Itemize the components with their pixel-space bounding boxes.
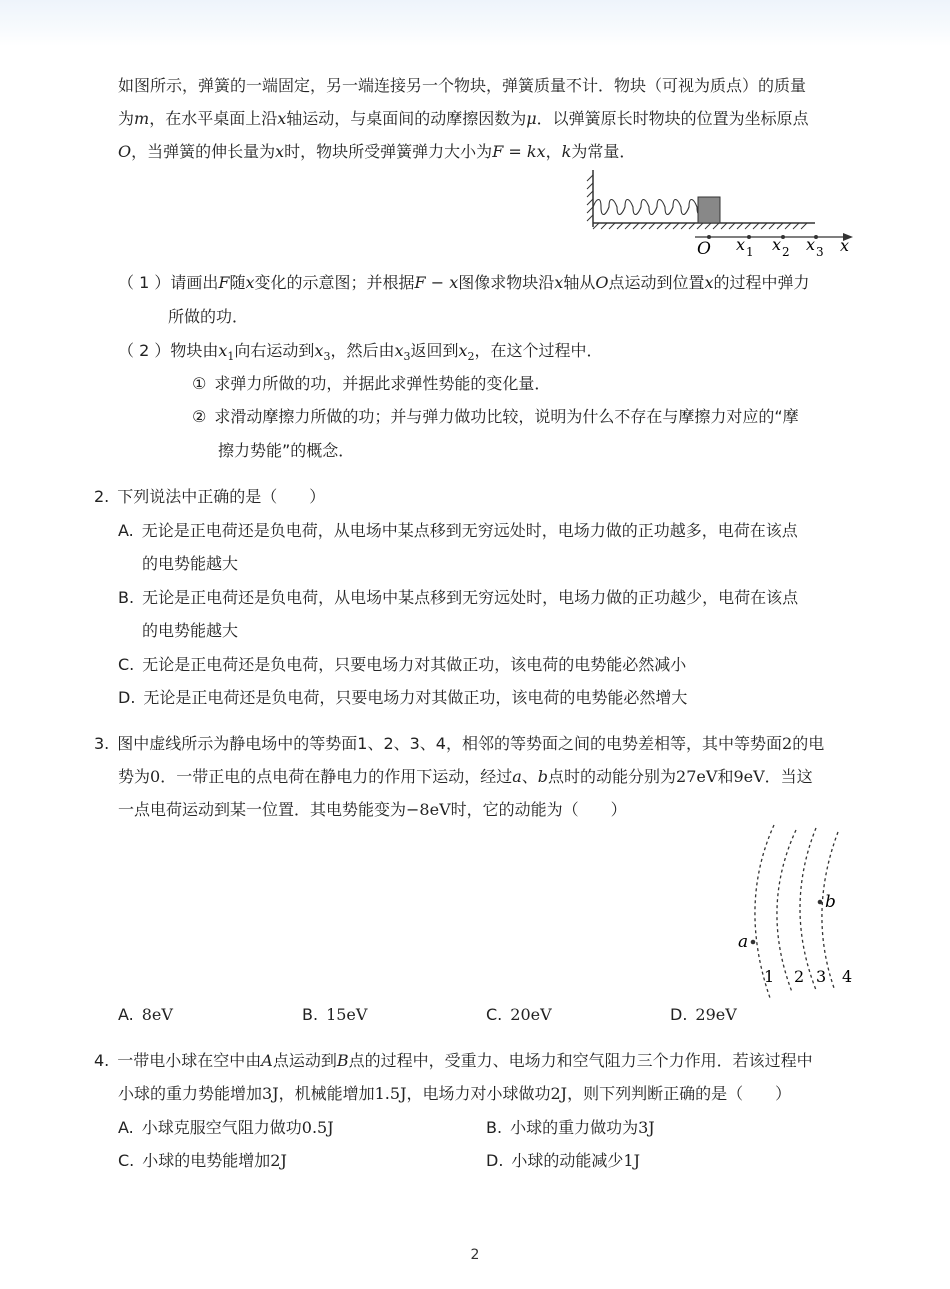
q4-option-a[interactable]: A. 小球克服空气阻力做功0.5J — [118, 1118, 334, 1137]
q3-stem-line-2: 势为0．一带正电的点电荷在静电力的作用下运动，经过a、b点时的动能分别为27eV和9eV．当这 — [118, 767, 813, 786]
q2-option-a-line-2: 的电势能越大 — [142, 554, 239, 573]
q1-stem-line-2: 为m，在水平桌面上沿x轴运动，与桌面间的动摩擦因数为μ．以弹簧原长时物块的位置为坐标原点 — [118, 109, 809, 128]
q3-stem-line-1: 3. 图中虚线所示为静电场中的等势面1、2、3、4，相邻的等势面之间的电势差相等，其中等势面2的电 — [94, 734, 825, 753]
q2-option-d[interactable]: D. 无论是正电荷还是负电荷，只要电场力对其做正功，该电荷的电势能必然增大 — [118, 688, 688, 707]
q2-option-a[interactable]: A. 无论是正电荷还是负电荷，从电场中某点移到无穷远处时，电场力做的正功越多，电荷在该点 — [118, 521, 798, 540]
q1-stem-line-1: 如图所示，弹簧的一端固定，另一端连接另一个物块，弹簧质量不计．物块（可视为质点）的质量 — [118, 76, 807, 95]
q4-option-d[interactable]: D. 小球的动能减少1J — [486, 1151, 641, 1170]
spring-block-figure — [585, 165, 860, 265]
x1-subscript: 1 — [746, 245, 754, 259]
q3-option-b[interactable]: B. 15eV — [302, 1005, 368, 1024]
axis-x-label: x — [840, 236, 850, 255]
q1-sub1-line: ① 求弹力所做的功，并据此求弹性势能的变化量． — [192, 374, 551, 393]
q2-option-b-line-2: 的电势能越大 — [142, 621, 239, 640]
q4-option-c[interactable]: C. 小球的电势能增加2J — [118, 1151, 287, 1170]
q2-option-c[interactable]: C. 无论是正电荷还是负电荷，只要电场力对其做正功，该电荷的电势能必然减小 — [118, 655, 687, 674]
q1-part1-line-1: （ 1 ）请画出F随x变化的示意图；并根据F − x图像求物块沿x轴从O点运动到位置x的过程中弹力 — [118, 273, 810, 292]
q1-part1-line-2: 所做的功． — [168, 307, 249, 326]
origin-label: O — [697, 239, 711, 259]
x3-subscript: 3 — [816, 245, 824, 259]
surface-3-label: 3 — [816, 967, 827, 986]
page-number: 2 — [470, 1247, 480, 1263]
q3-option-c[interactable]: C. 20eV — [486, 1005, 552, 1024]
q1-part2-line: （ 2 ）物块由$x_1$向右运动到$x_3$，然后由$x_3$返回到$x_2$，在这个过程中． — [118, 341, 603, 364]
q4-stem-line-2: 小球的重力势能增加3J，机械能增加1.5J，电场力对小球做功2J，则下列判断正确的是（ ） — [118, 1084, 792, 1103]
q2-option-b[interactable]: B. 无论是正电荷还是负电荷，从电场中某点移到无穷远处时，电场力做的正功越少，电荷在该点 — [118, 588, 799, 607]
surface-2-label: 2 — [794, 967, 805, 986]
q1-sub2-line-1: ② 求滑动摩擦力所做的功；并与弹力做功比较，说明为什么不存在与摩擦力对应的“摩 — [192, 407, 799, 426]
q3-option-a[interactable]: A. 8eV — [118, 1005, 173, 1024]
q4-stem-line-1: 4. 一带电小球在空中由A点运动到B点的过程中，受重力、电场力和空气阻力三个力作用．若该过程中 — [94, 1051, 813, 1070]
surface-1-label: 1 — [764, 967, 775, 986]
x1-label: x — [736, 235, 746, 254]
page-header-band — [0, 0, 950, 46]
q3-option-d[interactable]: D. 29eV — [670, 1005, 737, 1024]
point-b-label: b — [825, 892, 836, 912]
x2-label: x — [772, 235, 782, 254]
q3-stem-line-3: 一点电荷运动到某一位置．其电势能变为−8eV时，它的动能为（ ） — [118, 800, 627, 819]
surface-4-label: 4 — [842, 967, 853, 986]
x3-label: x — [806, 235, 816, 254]
point-a-label: a — [738, 932, 749, 952]
x2-subscript: 2 — [782, 245, 790, 259]
equipotential-figure — [730, 820, 860, 1000]
q4-option-b[interactable]: B. 小球的重力做功为3J — [486, 1118, 655, 1137]
q1-stem-line-3: O，当弹簧的伸长量为x时，物块所受弹簧弹力大小为F = kx，k为常量． — [118, 142, 636, 161]
q2-stem: 2. 下列说法中正确的是（ ） — [94, 487, 326, 506]
q1-sub2-line-2: 擦力势能”的概念． — [218, 441, 355, 460]
